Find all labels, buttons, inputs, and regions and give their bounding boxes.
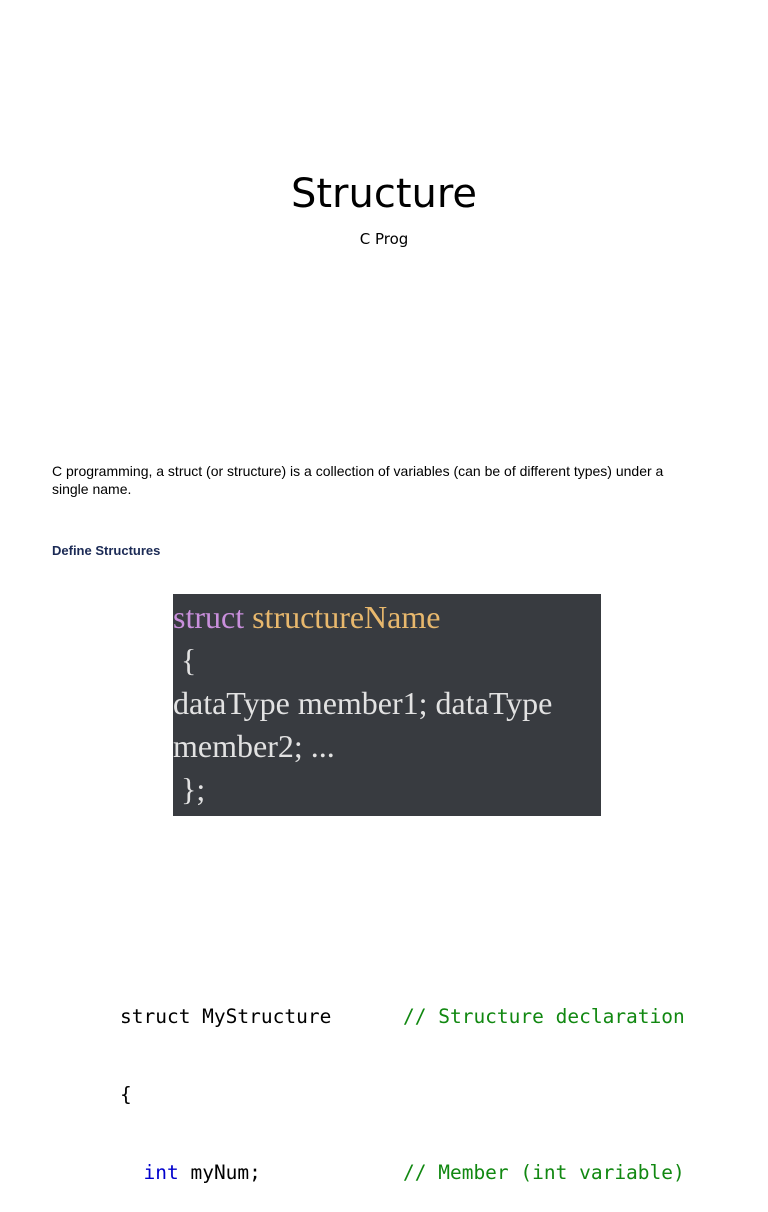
code-text: struct MyStructure [120, 1005, 332, 1028]
example-code-block [120, 952, 760, 1212]
slide-title: Structure [290, 171, 478, 217]
code-comment: // Member (int variable) [403, 1161, 685, 1184]
int-keyword: int [143, 1161, 179, 1184]
structure-name: structureName [252, 599, 441, 635]
intro-paragraph: C programming, a struct (or structure) is a collection of variables (can be of different types) under a single name. [52, 463, 664, 497]
code-line-1 [120, 1004, 760, 1030]
slide-subtitle: C Prog [359, 230, 409, 248]
syntax-code-block [173, 594, 601, 816]
syntax-line-5: }; [173, 771, 206, 807]
syntax-line-3: dataType member1; dataType [173, 685, 553, 721]
code-text: { [120, 1083, 132, 1106]
syntax-line-4: member2; ... [173, 728, 335, 764]
syntax-line-2: { [173, 642, 197, 678]
code-text [120, 1160, 403, 1186]
section-heading: Define Structures [52, 543, 161, 558]
code-comment: // Structure declaration [403, 1005, 685, 1028]
code-line-3 [120, 1160, 760, 1186]
struct-keyword: struct [173, 599, 245, 635]
syntax-line-1 [173, 596, 601, 639]
code-line-2 [120, 1082, 760, 1108]
member-name: myNum; [178, 1161, 261, 1184]
